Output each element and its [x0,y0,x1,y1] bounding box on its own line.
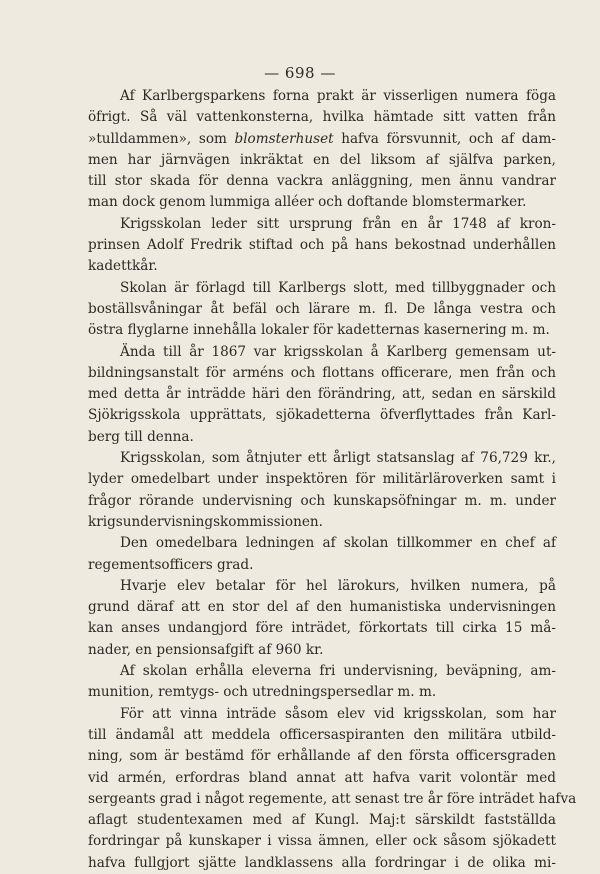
text-line: men har järnvägen inkräktat en del liksom af själfva parken, [88,151,556,168]
text-line: kadettkår. [88,258,158,275]
text-line: grund däraf att en stor del af den humanistiska undervisningen [88,599,556,616]
text-line: bildningsanstalt för arméns och flottans officerare, men från och [88,364,556,381]
text-line: prinsen Adolf Fredrik stiftad och på hans bekostnad underhållen [88,237,556,254]
text-line: öfrigt. Så väl vattenkonsterna, hvilka hämtade sitt vatten från [88,109,556,126]
text-line: ning, som är bestämd för erhållande af den första officersgraden [88,748,556,765]
text-line: aflagt studentexamen med af Kungl. Maj:t särskildt fastställda [88,812,556,829]
text-line: Skolan är förlagd till Karlbergs slott, med tillbyggnader och [120,279,556,296]
text-line: med detta år inträdde häri den förändring, att, sedan en särskild [88,386,556,403]
text-line: till stor skada för denna vackra anläggning, men ännu vandrar [88,173,556,190]
text-line: boställsvåningar åt befäl och lärare m. fl. De långa vestra och [88,300,556,317]
text-line: kan anses undangjord före inträdet, förkortats till cirka 15 må- [88,620,556,637]
text-line: vid armén, erfordras bland annat att hafva varit volontär med [88,769,556,786]
text-line: regementsofficers grad. [88,556,254,573]
text-line: Hvarje elev betalar för hel lärokurs, hvilken numera, på [120,577,556,594]
text-line: man dock genom lummiga alléer och doftande blomstermarker. [88,194,527,211]
text-line: krigsundervisningskommissionen. [88,513,323,530]
paragraph [88,704,577,874]
text-line: frågor rörande undervisning och kunskapsöfningar m. m. under [88,492,556,509]
paragraph [88,448,556,533]
text-line: fordringar på kunskaper i vissa ämnen, eller ock såsom sjökadett [88,833,556,850]
paragraph [88,278,556,342]
text-line: hafva fullgjort sjätte landklassens alla fordringar i de olika mi- [88,854,556,871]
paragraph [88,661,556,704]
text-line: munition, remtygs- och utredningspersedlar m. m. [88,684,437,701]
text-line: Krigsskolan leder sitt ursprung från en år 1748 af kron- [120,215,556,232]
text-line: lyder omedelbart under inspektören för militärläroverken samt i [88,471,556,488]
text-line: Krigsskolan, som åtnjuter ett årligt statsanslag af 76,729 kr., [120,450,556,467]
text-line: sergeants grad i något regemente, att senast tre år före inträdet hafva [88,790,577,807]
text-line: Af Karlbergsparkens forna prakt är visserligen numera föga [120,88,556,104]
text-line: berg till denna. [88,428,194,445]
paragraph [88,214,556,278]
text-line: Sjökrigsskola upprättats, sjökadetterna öfverflyttades från Karl- [88,407,556,424]
text-line: till ändamål att meddela officersaspiranten den militära utbild- [88,726,556,743]
text-line: »tulldammen», som blomsterhuset hafva försvunnit, och af dam- [88,130,556,147]
text-line: Af skolan erhålla eleverna fri undervisning, beväpning, am- [120,663,556,680]
text-line: nader, en pensionsafgift af 960 kr. [88,641,324,658]
text-line: För att vinna inträde såsom elev vid krigsskolan, som har [120,705,556,722]
page-number: — 698 — [264,64,336,82]
paragraph [88,86,556,214]
italic-term: blomsterhuset [234,130,334,147]
body-text [88,86,577,874]
text-line: östra flyglarne innehålla lokaler för kadetternas kasernering m. m. [88,322,550,339]
text-line: Ända till år 1867 var krigsskolan å Karlberg gemensam ut- [120,343,556,360]
text-line: Den omedelbara ledningen af skolan tillkommer en chef af [120,535,556,552]
paragraph [88,533,556,576]
paragraph [88,576,556,661]
paragraph [88,342,556,448]
